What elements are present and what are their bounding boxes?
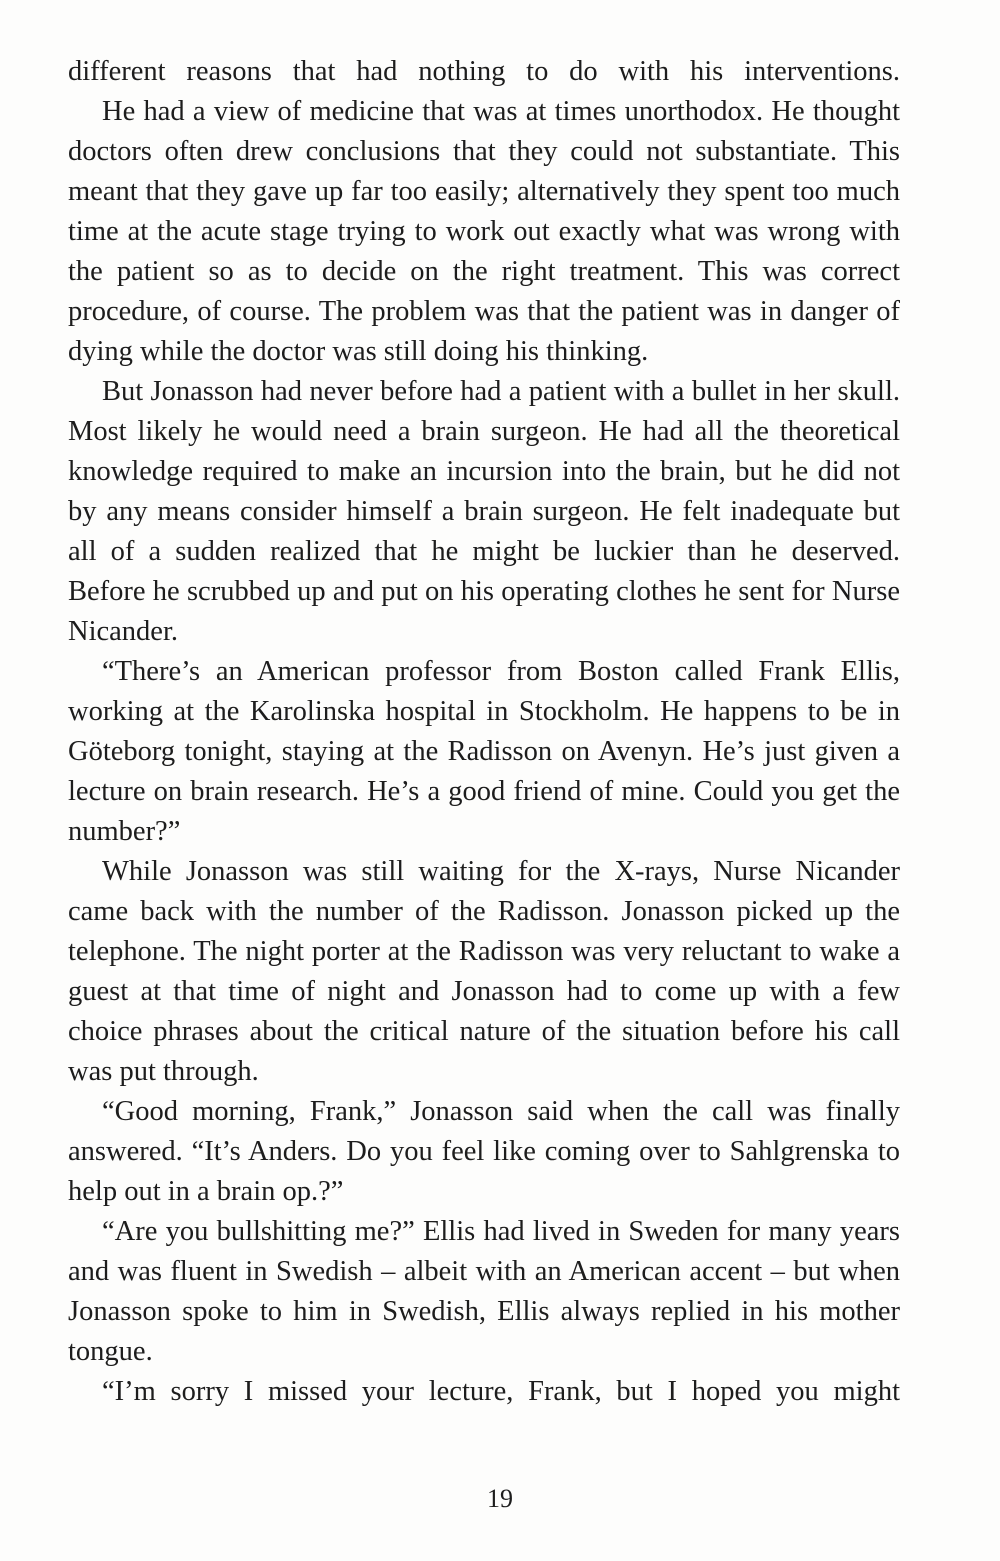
paragraph: While Jonasson was still waiting for the X-rays, Nurse Nicander came back with the number of the Radisson. Jonasson picked up the telephone. The night porter at the Radisson was very reluctant to wake a guest at that time of night and Jonasson had to come up with a few choice phrases about the critical nature of the situation before his call was put through. <box>68 856 900 1087</box>
paragraph: “There’s an American professor from Boston called Frank Ellis, working at the Karolinska hospital in Stockholm. He happens to be in Göteborg tonight, staying at the Radisson on Avenyn. He’s just given a lecture on brain research. He’s a good friend of mine. Could you get the number?” <box>68 656 900 847</box>
paragraph: “Are you bullshitting me?” Ellis had lived in Sweden for many years and was fluent in Swedish – albeit with an American accent – but when Jonasson spoke to him in Swedish, Ellis always replied in his mother tongue. <box>68 1216 900 1367</box>
paragraph-continuation: different reasons that had nothing to do with his interventions. <box>68 56 900 87</box>
paragraph: But Jonasson had never before had a patient with a bullet in her skull. Most likely he would need a brain surgeon. He had all the theoretical knowledge required to make an incursion into the brain, but he did not by any means consider himself a brain surgeon. He felt inadequate but all of a sudden realized that he might be luckier than he deserved. Before he scrubbed up and put on his operating clothes he sent for Nurse Nicander. <box>68 376 900 647</box>
paragraph-cut-off: “I’m sorry I missed your lecture, Frank, but I hoped you might <box>102 1376 900 1407</box>
paragraph: He had a view of medicine that was at times unorthodox. He thought doctors often drew conclusions that they could not substantiate. This meant that they gave up far too easily; alternatively they spent too much time at the acute stage trying to work out exactly what was wrong with the patient so as to decide on the right treatment. This was correct procedure, of course. The problem was that the patient was in danger of dying while the doctor was still doing his thinking. <box>68 96 900 367</box>
body-text <box>68 52 900 1412</box>
page-number: 19 <box>487 1484 513 1513</box>
paragraph: “Good morning, Frank,” Jonasson said when the call was finally answered. “It’s Anders. Do you feel like coming over to Sahlgrenska to help out in a brain op.?” <box>68 1096 900 1207</box>
